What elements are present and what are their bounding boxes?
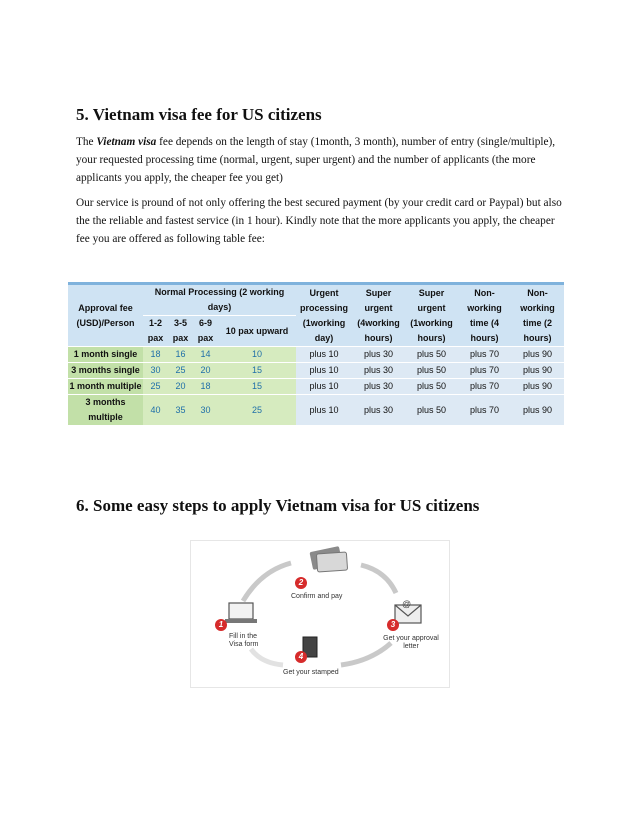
extra-cell: plus 70 (458, 379, 511, 395)
extra-cell: plus 30 (352, 395, 405, 426)
super-urgent-4h-header: Super urgent (4working hours) (352, 284, 405, 347)
fee-cell: 35 (168, 395, 193, 426)
urgent-header: Urgent processing (1working day) (296, 284, 352, 347)
fee-cell: 30 (193, 395, 218, 426)
fee-cell: 40 (143, 395, 168, 426)
extra-cell: plus 90 (511, 395, 564, 426)
step-number-4: 4 (295, 651, 307, 663)
fee-cell: 18 (143, 347, 168, 363)
fee-cell: 25 (168, 363, 193, 379)
fee-cell: 30 (143, 363, 168, 379)
fee-cell: 15 (218, 379, 296, 395)
extra-cell: plus 30 (352, 347, 405, 363)
step-label-fill-form: Fill in the Visa form (229, 633, 259, 648)
service-paragraph: Our service is pround of not only offering the best secured payment (by your credit card or Paypal) but also the the reliable and fastest service (in 1 hour). Kindly note that the more applicants you apply, the cheaper fee you are offered as following table fee: (76, 197, 562, 245)
fee-table (68, 282, 564, 426)
fee-table-container (68, 282, 564, 426)
extra-cell: plus 10 (296, 347, 352, 363)
extra-cell: plus 50 (405, 363, 458, 379)
extra-cell: plus 70 (458, 347, 511, 363)
fee-intro-prefix: The (76, 136, 97, 148)
step-label-approval-letter: Get your approval letter (383, 635, 439, 650)
normal-processing-header: Normal Processing (2 working days) (143, 284, 296, 316)
step-number-1: 1 (215, 619, 227, 631)
extra-cell: plus 90 (511, 363, 564, 379)
extra-cell: plus 10 (296, 395, 352, 426)
extra-cell: plus 30 (352, 379, 405, 395)
extra-cell: plus 10 (296, 379, 352, 395)
row-label: 3 months multiple (68, 395, 143, 426)
fee-intro-rest: fee depends on the length of stay (1month, 3 month), number of entry (single/multiple), your requested processing time (normal, urgent, super urgent) and the number of applicants (the more applicants you apply, the cheaper fee you get) (76, 136, 556, 184)
extra-cell: plus 50 (405, 395, 458, 426)
table-row (68, 347, 564, 363)
table-row (68, 395, 564, 426)
fee-cell: 25 (218, 395, 296, 426)
extra-cell: plus 10 (296, 363, 352, 379)
fee-cell: 16 (168, 347, 193, 363)
section-5-title: 5. Vietnam visa fee for US citizens (76, 105, 322, 124)
row-header-cell: Approval fee (USD)/Person (68, 284, 143, 347)
fee-cell: 25 (143, 379, 168, 395)
non-working-4h-header: Non-working time (4 hours) (458, 284, 511, 347)
non-working-2h-header: Non-working time (2 hours) (511, 284, 564, 347)
fee-cell: 14 (193, 347, 218, 363)
application-steps-figure (190, 540, 450, 688)
extra-cell: plus 90 (511, 379, 564, 395)
fee-cell: 18 (193, 379, 218, 395)
fee-cell: 15 (218, 363, 296, 379)
table-row (68, 379, 564, 395)
super-urgent-1h-header: Super urgent (1working hours) (405, 284, 458, 347)
steps-cycle-arrows (191, 541, 449, 687)
fee-cell: 20 (193, 363, 218, 379)
arrow-4-to-1 (251, 649, 283, 665)
section-6-title: 6. Some easy steps to apply Vietnam visa for US citizens (76, 496, 480, 515)
pax-6-9-header: 6-9 pax (193, 316, 218, 347)
table-row (68, 363, 564, 379)
step-number-3: 3 (387, 619, 399, 631)
arrow-2-to-3 (361, 565, 396, 593)
extra-cell: plus 70 (458, 395, 511, 426)
step-label-stamped: Get your stamped (283, 669, 339, 676)
email-icon (395, 599, 421, 623)
row-label: 3 months single (68, 363, 143, 379)
svg-text:@: @ (402, 599, 412, 609)
extra-cell: plus 90 (511, 347, 564, 363)
pax-10-up-header: 10 pax upward (218, 316, 296, 347)
arrow-1-to-2 (243, 563, 291, 601)
row-label: 1 month multiple (68, 379, 143, 395)
credit-card-icon (309, 546, 347, 572)
vietnam-visa-emphasis: Vietnam visa (96, 136, 157, 148)
fee-cell: 10 (218, 347, 296, 363)
laptop-icon (225, 603, 257, 623)
extra-cell: plus 30 (352, 363, 405, 379)
extra-cell: plus 50 (405, 379, 458, 395)
row-label: 1 month single (68, 347, 143, 363)
fee-intro-paragraph (76, 133, 566, 187)
pax-1-2-header: 1-2 pax (143, 316, 168, 347)
step-label-confirm-pay: Confirm and pay (291, 593, 343, 600)
extra-cell: plus 50 (405, 347, 458, 363)
pax-3-5-header: 3-5 pax (168, 316, 193, 347)
extra-cell: plus 70 (458, 363, 511, 379)
fee-cell: 20 (168, 379, 193, 395)
step-number-2: 2 (295, 577, 307, 589)
